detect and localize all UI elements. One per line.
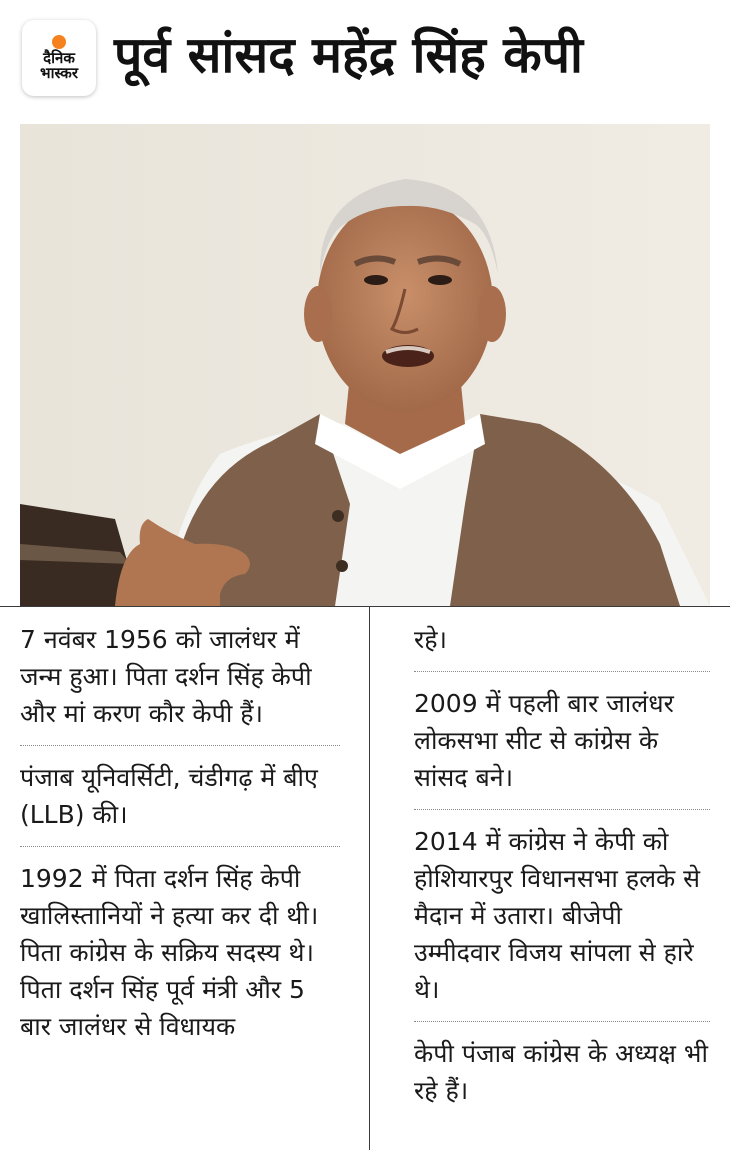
bio-item-education: पंजाब यूनिवर्सिटी, चंडीगढ़ में बीए (LLB) की। (20, 763, 318, 829)
portrait-photo (20, 124, 710, 606)
header (0, 0, 730, 118)
left-column (20, 607, 340, 1045)
bio-item-continued: रहे। (414, 625, 447, 654)
bio-item-2009: 2009 में पहली बार जालंधर लोकसभा सीट से कांग्रेस के सांसद बने। (414, 689, 674, 792)
dainik-bhaskar-logo[interactable] (22, 20, 96, 96)
column-divider (369, 606, 370, 1150)
bio-item-father: 1992 में पिता दर्शन सिंह केपी खालिस्तानियों ने हत्या कर दी थी। पिता कांग्रेस के सक्रिय सदस्य थे। पिता दर्शन सिंह पूर्व मंत्री और 5 बार जालंधर से विधायक (20, 864, 319, 1041)
bio-item-birth: 7 नवंबर 1956 को जालंधर में जन्म हुआ। पिता दर्शन सिंह केपी और मां करण कौर केपी हैं। (20, 625, 312, 728)
logo-line2: भास्कर (40, 64, 78, 82)
page-title: पूर्व सांसद महेंद्र सिंह केपी (114, 26, 583, 84)
logo-line1: दैनिक (43, 49, 75, 67)
bio-item-president: केपी पंजाब कांग्रेस के अध्यक्ष भी रहे हैं। (414, 1039, 708, 1105)
right-column (414, 607, 710, 1109)
bio-item-2014: 2014 में कांग्रेस ने केपी को होशियारपुर विधानसभा हलके से मैदान में उतारा। बीजेपी उम्मीदवार विजय सांपला से हारे थे। (414, 827, 701, 1004)
sun-icon (52, 35, 66, 49)
